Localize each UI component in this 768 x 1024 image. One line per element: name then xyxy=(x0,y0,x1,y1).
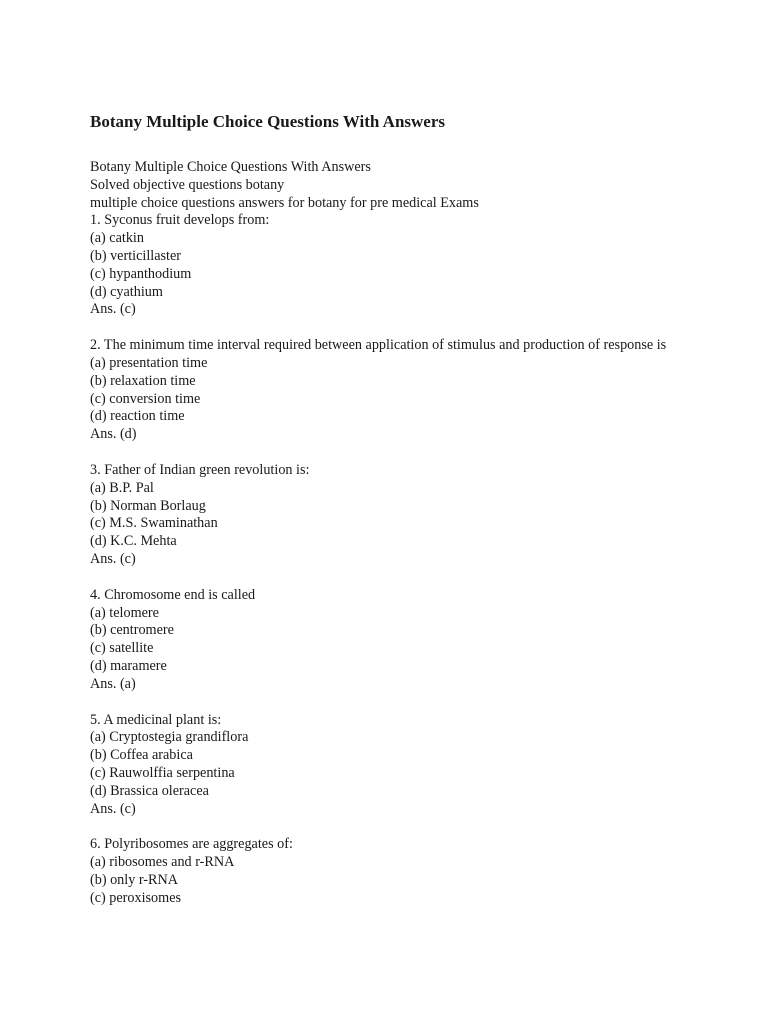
question-text: 5. A medicinal plant is: xyxy=(90,711,222,728)
answer: Ans. (d) xyxy=(90,426,137,443)
question-text: 2. The minimum time interval required between application of stimulus and production of response is xyxy=(90,337,667,354)
option-b: (b) Coffea arabica xyxy=(90,747,193,764)
question-text: 1. Syconus fruit develops from: xyxy=(90,212,270,229)
option-b: (b) centromere xyxy=(90,622,174,639)
option-d: (d) maramere xyxy=(90,657,167,674)
option-d: (d) cyathium xyxy=(90,283,163,300)
document-title: Botany Multiple Choice Questions With Answers xyxy=(90,112,445,131)
answer: Ans. (a) xyxy=(90,675,136,692)
option-a: (a) Cryptostegia grandiflora xyxy=(90,729,249,746)
option-c: (c) M.S. Swaminathan xyxy=(90,515,218,532)
intro-block xyxy=(90,159,690,212)
option-b: (b) Norman Borlaug xyxy=(90,497,206,514)
question-1 xyxy=(90,212,690,319)
option-a: (a) presentation time xyxy=(90,354,208,371)
option-d: (d) Brassica oleracea xyxy=(90,782,209,799)
intro-line: Botany Multiple Choice Questions With Answers xyxy=(90,159,371,175)
option-c: (c) peroxisomes xyxy=(90,889,182,906)
document-page xyxy=(90,111,690,925)
option-d: (d) reaction time xyxy=(90,408,185,425)
question-text: 6. Polyribosomes are aggregates of: xyxy=(90,836,293,853)
option-c: (c) conversion time xyxy=(90,390,201,407)
option-a: (a) catkin xyxy=(90,230,144,247)
question-3 xyxy=(90,462,690,569)
answer: Ans. (c) xyxy=(90,550,136,567)
question-4 xyxy=(90,587,690,694)
option-b: (b) relaxation time xyxy=(90,372,196,389)
option-c: (c) Rauwolffia serpentina xyxy=(90,764,235,781)
option-a: (a) B.P. Pal xyxy=(90,479,154,496)
option-c: (c) satellite xyxy=(90,640,154,657)
option-a: (a) telomere xyxy=(90,604,159,621)
intro-line: multiple choice questions answers for botany for pre medical Exams xyxy=(90,194,479,211)
option-b: (b) only r-RNA xyxy=(90,871,178,888)
question-2 xyxy=(90,337,690,444)
question-text: 4. Chromosome end is called xyxy=(90,586,256,603)
option-c: (c) hypanthodium xyxy=(90,265,192,282)
question-5 xyxy=(90,712,690,819)
answer: Ans. (c) xyxy=(90,301,136,318)
intro-line: Solved objective questions botany xyxy=(90,176,285,193)
option-b: (b) verticillaster xyxy=(90,247,181,264)
question-6 xyxy=(90,836,690,907)
option-d: (d) K.C. Mehta xyxy=(90,533,177,550)
answer: Ans. (c) xyxy=(90,800,136,817)
question-text: 3. Father of Indian green revolution is: xyxy=(90,461,310,478)
option-a: (a) ribosomes and r-RNA xyxy=(90,854,235,871)
